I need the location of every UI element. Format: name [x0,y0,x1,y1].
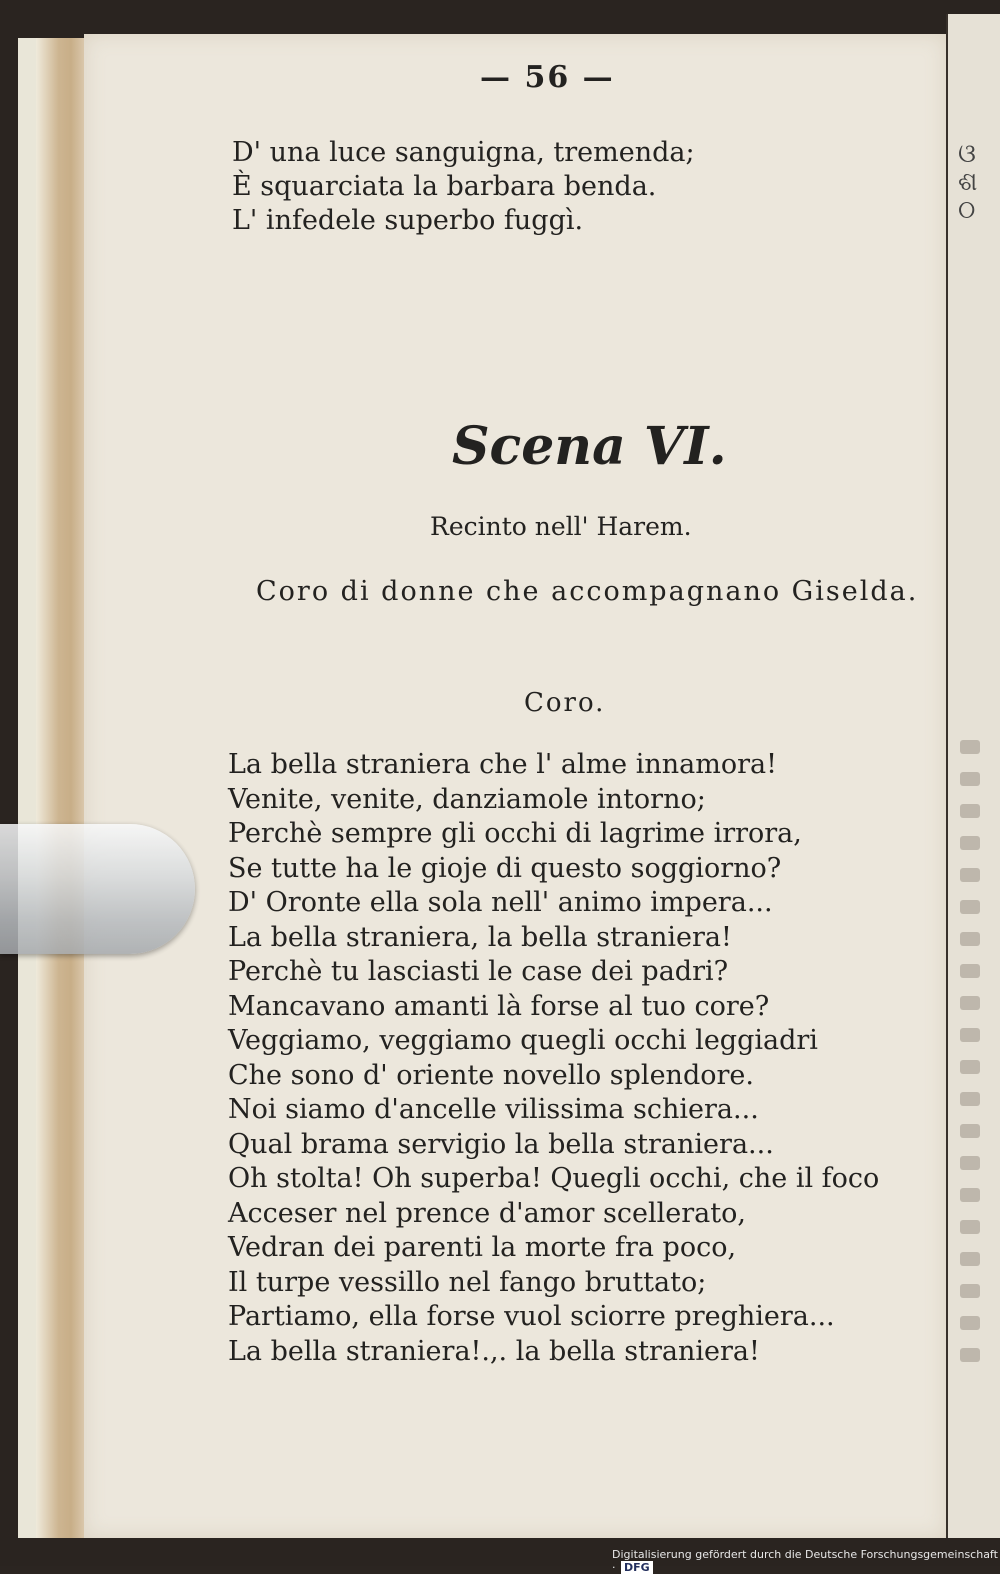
verse-line: Oh stolta! Oh superba! Quegli occhi, che il foco [228,1163,880,1194]
verse-line: La bella straniera!.,. la bella straniera! [228,1335,760,1367]
verse-line: Mancavano amanti là forse al tuo core? [228,990,770,1022]
verse-line: Venite, venite, danziamole intorno; [228,783,706,815]
verse-main-block [228,748,879,1369]
verse-line: La bella straniera, la bella straniera! [228,921,732,953]
verse-line: Se tutte ha le gioje di questo soggiorno? [228,852,782,884]
speaker-heading: Coro. [524,688,606,718]
verse-line: Perchè sempre gli occhi di lagrime irrora, [228,818,802,849]
page-number: — 56 — [480,60,615,95]
verse-line: È squarciata la barbara benda. [232,171,657,202]
credit-text: Digitalisierung gefördert durch die Deutsche Forschungsgemeinschaft [612,1548,998,1561]
verse-line: Acceser nel prence d'amor scellerato, [228,1197,746,1229]
verse-line: Veggiamo, veggiamo quegli occhi leggiadri [228,1025,818,1056]
verse-line: Qual brama servigio la bella straniera... [228,1128,774,1160]
verse-line: D' una luce sanguigna, tremenda; [232,137,695,168]
verse-line: D' Oronte ella sola nell' animo impera... [228,887,773,918]
verse-line: Che sono d' oriente novello splendore. [228,1059,754,1091]
verse-line: Partiamo, ella forse vuol sciorre preghiera... [228,1301,835,1332]
verse-top-block [232,136,695,238]
page-holder-clip [0,824,195,954]
dfg-logo: DFG [621,1561,653,1574]
verse-line: Perchè tu lasciasti le case dei padri? [228,956,729,987]
verse-line: Vedran dei parenti la morte fra poco, [228,1232,737,1263]
scene-setting: Recinto nell' Harem. [430,512,692,541]
scene-title: Scena VI. [452,416,727,477]
cast-note: Coro di donne che accompagnano Giselda. [256,576,919,607]
page-gutter [36,38,86,1538]
verse-line: La bella straniera che l' alme innamora! [228,749,777,780]
adjacent-page-text-lines [960,740,990,1400]
digitization-credit: Digitalisierung gefördert durch die Deutsche Forschungsgemeinschaft · DFG [612,1548,998,1574]
verse-line: L' infedele superbo fuggì. [232,205,584,236]
verse-line: Il turpe vessillo nel fango bruttato; [228,1266,707,1298]
verse-line: Noi siamo d'ancelle vilissima schiera... [228,1094,759,1125]
adjacent-page-glyphs: ଓ ଶ ଠ [958,139,978,225]
